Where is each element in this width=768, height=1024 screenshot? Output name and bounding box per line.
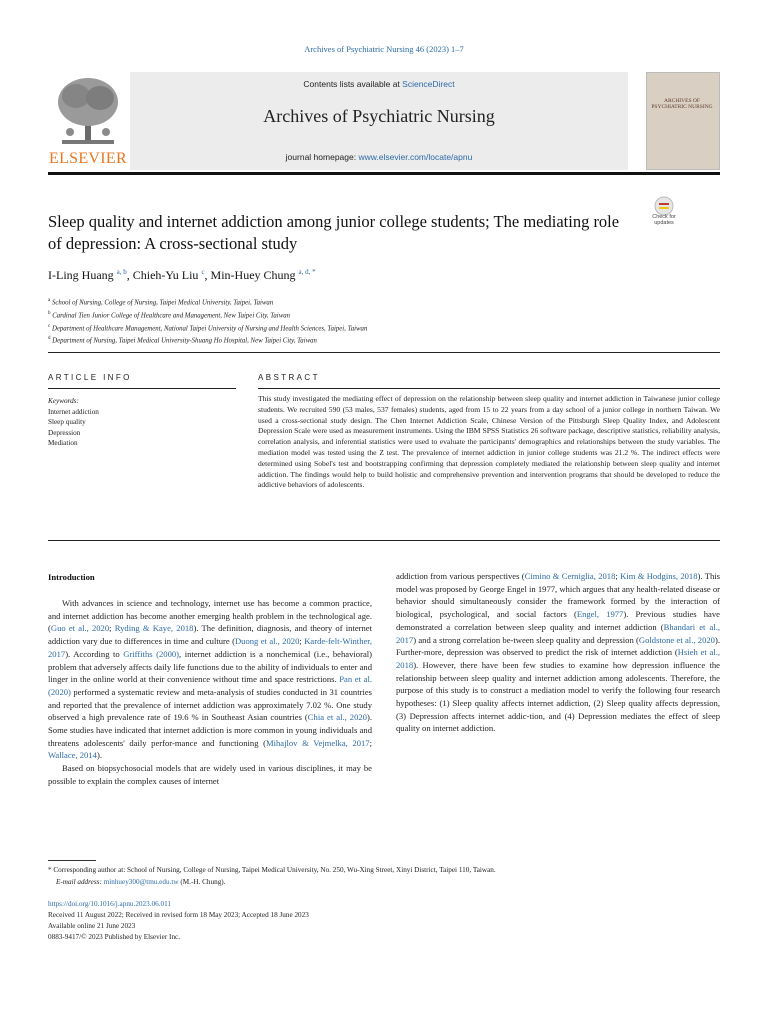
body-text: With advances in science and technology, internet use has become a common practice, and internet addiction has become another emerging health problem in the technological age. ( [48,598,372,634]
affiliation: $^c$ Department of Healthcare Management, National Taipei University of Nursing and Health Sciences, Taipei, Taiwan [48,323,368,332]
email-link[interactable]: minhuey300@tmu.edu.tw [103,877,179,886]
check-for-updates-label: Check for updates [652,214,676,226]
citation-link[interactable]: Hsieh et al., 2018 [396,647,720,670]
divider [48,352,720,353]
citation-link[interactable]: Duong et al., 2020 [234,636,300,647]
citation-link[interactable]: Pan et al. (2020) [48,674,372,697]
keywords-block [48,396,228,449]
body-text: ). However, there have been few studies to examine how depression influence the relationship between sleep quality and internet addiction among adolescents. Therefore, the purpose of this study is to construct a mediation model to verify the following four research hypotheses: (1) Sleep quality affects internet addiction, (2) Sleep quality affects depression, (3) Depression affects internet addic-tion, and (4) Depression mediates the effect of sleep quality on internet addiction. [396,659,720,734]
journal-title: Archives of Psychiatric Nursing [263,106,495,126]
body-text: ). Previous studies have demonstrated a correlation between sleep quality and internet addiction ( [396,609,720,632]
contents-line: Contents lists available at ScienceDirect [303,79,455,89]
body-text: ). Some studies have indicated that internet addiction is more common in young individuals and threatens adolescents' daily perfor-mance and functioning ( [48,712,372,748]
doi-link[interactable]: https://doi.org/10.1016/j.apnu.2023.06.011 [48,900,171,908]
citation-link[interactable]: Ryding & Kaye, 2018 [114,623,194,634]
body-text: ). Further-more, depression was observed to predict the risk of internet addiction ( [396,634,720,658]
affiliation-list [48,296,668,347]
author-name[interactable]: I-Ling Huang [48,268,114,282]
homepage-link[interactable]: www.elsevier.com/locate/apnu [358,152,473,162]
body-text: ). The definition, diagnosis, and theory of internet addiction vary due to differences in time and culture ( [48,623,373,647]
footnote: * Corresponding author at: School of Nursing, College of Nursing, Taipei Medical University, No. 250, Wu-Xing Street, Xinyi District, Taipei 110, Taiwan. E-mail address: minhuey300@tmu.edu.tw (M.-H. Chung). [48,865,720,888]
running-header[interactable]: Archives of Psychiatric Nursing 46 (2023) 1–7 [304,44,464,54]
abstract-text: This study investigated the mediating effect of depression on the relationship between sleep quality and internet addiction in Taiwanese junior college students. We recruited 590 (53 males, 537 females) students, aged from 15 to 22 years from a day school of a junior college in northern Taiwan. We used a cross-sectional study design. The Chen Internet Addiction Scale, Chinese Version of the Pittsburgh Sleep Quality Index, and Adolescent Depression Scale were used as measurement instruments. Using the IBM SPSS Statistics 26 software package, descriptive statistics, reliability analysis, correlation analysis, and inferential statistics were used to evaluate the participants' demographics and relationships between the study variables. The mediation model was tested using the Z test. The prevalence of internet addiction in junior college students was 21.2 %. The indirect effects were determined using Sobel's test and bootstrapping confirming that depression completely mediated the relationship between sleep quality and internet addiction. The findings would help to build holistic and comprehensive prevention and intervention programs that should be developed to reduce the addictive behaviors of adolescents. [258,394,720,490]
keyword[interactable]: Mediation [48,439,78,447]
keyword[interactable]: Sleep quality [48,418,86,426]
article-title: Sleep quality and internet addiction among junior college students; The mediating role of depression: A cross-sectional study [48,212,620,253]
keyword[interactable]: Depression [48,428,81,437]
author-name[interactable]: Min-Huey Chung [210,268,296,282]
body-text: addiction from various perspectives ( [396,571,525,581]
body-text: ). According to [65,648,124,659]
paragraph [48,597,372,762]
body-text: , internet addiction is a nonchemical (i.e., behavioral) problem that adversely affects daily life functions due to the ability of individuals to enter and linger in the online world at their convenience without time and space restrictions. [48,648,373,685]
affiliation: $^a$ School of Nursing, College of Nursing, Taipei Medical University, Taipei, Taiwan [48,298,274,307]
affiliation: $^b$ Cardinal Tien Junior College of Healthcare and Management, New Taipei City, Taiwan [48,310,291,320]
author-affil-marks[interactable]: a, d, * [298,268,316,276]
affiliation: $^d$ Department of Nursing, Taipei Medical University-Shuang Ho Hospital, New Taipei City, Taiwan [48,336,317,345]
author-name[interactable]: Chieh-Yu Liu [132,268,199,282]
keyword[interactable]: Internet addiction [48,407,99,416]
corresponding-author-note: * Corresponding author at: School of Nursing, College of Nursing, Taipei Medical University, No. 250, Wu-Xing Street, Xinyi District, Taipei 110, Taiwan. [48,866,496,874]
citation-link[interactable]: Goldstone et al., 2020 [638,634,715,645]
citation-link[interactable]: Engel, 1977 [576,609,624,620]
journal-cover-title: ARCHIVES OF PSYCHIATRIC NURSING [651,98,713,110]
body-text: ). [96,750,102,761]
citation-link[interactable]: Guo et al., 2020 [50,623,110,634]
body-text: performed a systematic review and meta-analysis of studies conducted in 31 countries and reported that the prevalence of internet addiction was approximately 7.02 %. One study observed a high prevalence rate of 19.6 % in Southeast Asian countries ( [48,686,372,723]
citation-link[interactable]: Karde-felt-Winther, 2017 [48,636,372,659]
article-info-heading: ARTICLE INFO [48,373,132,382]
citation-link[interactable]: Bhandari et al., 2017 [396,621,720,645]
author-affil-marks[interactable]: c [201,268,205,276]
author-list: I-Ling Huang $^{a, b}$, Chieh-Yu Liu $^c$, Min-Huey Chung $^{a, d, *}$ [48,268,316,282]
abstract-heading: ABSTRACT [258,373,320,382]
publisher-logo-text: ELSEVIER [49,150,127,167]
header-rule [48,172,720,175]
author-affil-marks[interactable]: a, b [116,268,127,276]
body-text: ; [109,623,115,634]
introduction-heading: Introduction [48,572,95,582]
citation-link[interactable]: Wallace, 2014 [48,750,97,761]
body-text: Based on biopsychosocial models that are widely used in various disciplines, it may be possible to explain the complex causes of internet [48,763,372,786]
sciencedirect-link[interactable]: ScienceDirect [402,79,455,89]
publication-info [48,899,720,943]
body-text: ). This model was proposed by George Engel in 1977, which argues that any health-related disease or behavior should simultaneously consider the framework formed by the interaction of biological, psychological, and social factors ( [396,571,721,620]
citation-link[interactable]: Griffiths (2000) [123,648,180,659]
paragraph [48,762,372,787]
body-text: ) and a strong correlation be-tween sleep quality and depression ( [413,634,639,645]
body-text: ; [299,636,305,647]
citation-link[interactable]: Chia et al., 2020 [307,712,367,723]
body-column-left [48,597,372,788]
body-text: ; [369,737,372,748]
citation-link[interactable]: Kim & Hodgins, 2018 [620,571,698,581]
footnote-rule [48,860,96,861]
citation-link[interactable]: Mihajlov & Vejmelka, 2017 [265,737,370,748]
online-date: Available online 21 June 2023 [48,922,136,930]
divider [258,388,720,389]
body-text: ; [615,571,621,581]
journal-homepage: journal homepage: www.elsevier.com/locate/apnu [285,152,473,162]
paragraph [396,570,720,735]
received-dates: Received 11 August 2022; Received in revised form 18 May 2023; Accepted 18 June 2023 [48,911,309,919]
copyright: 0883-9417/© 2023 Published by Elsevier Inc. [48,933,181,941]
keywords-label: Keywords: [48,397,79,405]
citation-link[interactable]: Cimino & Cerniglia, 2018 [524,571,616,581]
divider [48,540,720,541]
journal-cover-image[interactable] [646,72,720,170]
divider [48,388,236,389]
body-column-right [396,570,720,735]
